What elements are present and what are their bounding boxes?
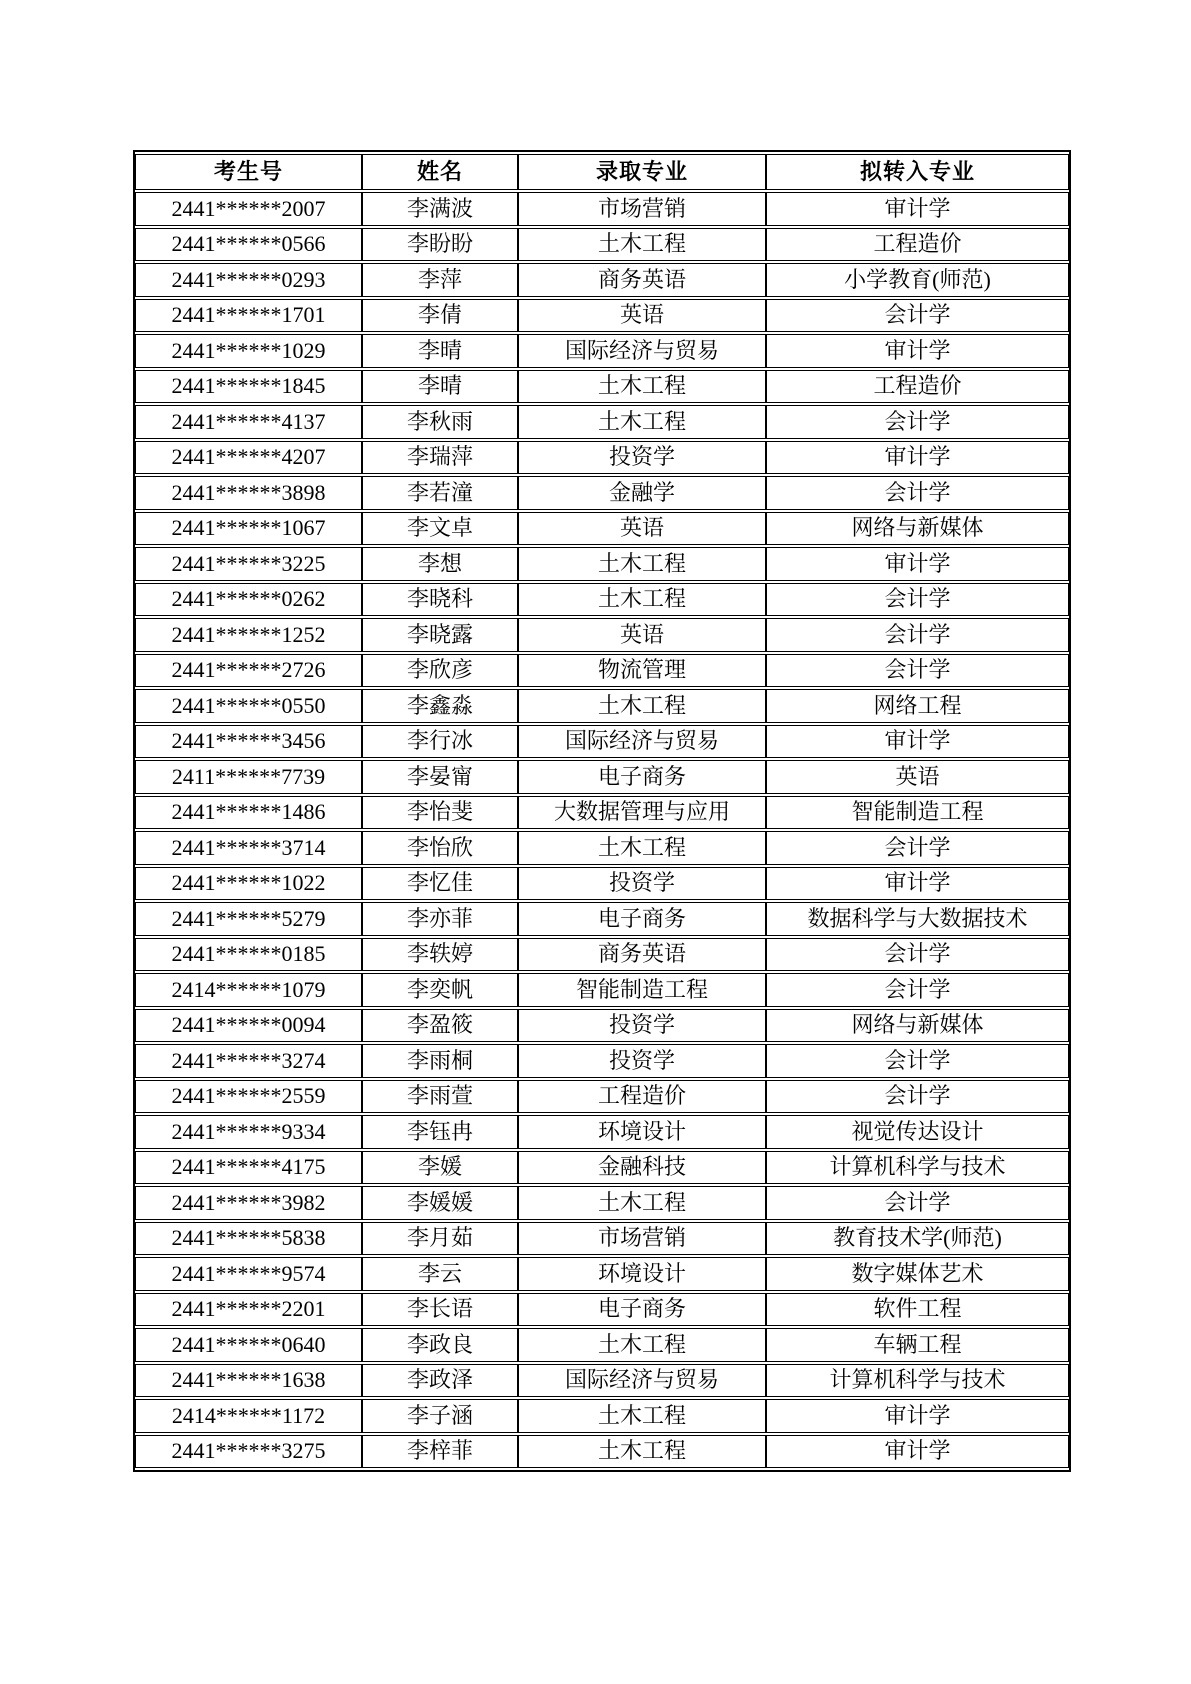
- table-row: [135, 1435, 1069, 1469]
- transfer-major-cell: 审计学: [766, 1399, 1069, 1433]
- name-cell: 李晴: [362, 334, 518, 368]
- name-cell: 李盼盼: [362, 228, 518, 262]
- admitted-major-cell: 物流管理: [518, 654, 766, 688]
- name-cell: 李盈筱: [362, 1009, 518, 1043]
- column-header-admitted-major: 录取专业: [518, 154, 766, 190]
- table-row: [135, 902, 1069, 936]
- table-row: [135, 370, 1069, 404]
- transfer-major-cell: 网络工程: [766, 689, 1069, 723]
- admitted-major-cell: 智能制造工程: [518, 973, 766, 1007]
- admitted-major-cell: 金融学: [518, 476, 766, 510]
- exam-number-cell: 2441******5838: [135, 1222, 362, 1256]
- exam-number-cell: 2441******4175: [135, 1151, 362, 1185]
- table-row: [135, 192, 1069, 226]
- transfer-major-cell: 软件工程: [766, 1293, 1069, 1327]
- name-cell: 李亦菲: [362, 902, 518, 936]
- table-row: [135, 618, 1069, 652]
- exam-number-cell: 2441******3456: [135, 725, 362, 759]
- name-cell: 李晓露: [362, 618, 518, 652]
- transfer-major-cell: 审计学: [766, 725, 1069, 759]
- name-cell: 李媛媛: [362, 1186, 518, 1220]
- exam-number-cell: 2441******1845: [135, 370, 362, 404]
- name-cell: 李欣彦: [362, 654, 518, 688]
- table-row: [135, 299, 1069, 333]
- transfer-major-cell: 会计学: [766, 973, 1069, 1007]
- transfer-major-cell: 会计学: [766, 405, 1069, 439]
- table-row: [135, 1364, 1069, 1398]
- admitted-major-cell: 电子商务: [518, 760, 766, 794]
- table-row: [135, 1293, 1069, 1327]
- admitted-major-cell: 环境设计: [518, 1257, 766, 1291]
- transfer-major-cell: 会计学: [766, 583, 1069, 617]
- exam-number-cell: 2441******1252: [135, 618, 362, 652]
- exam-number-cell: 2441******5279: [135, 902, 362, 936]
- table-row: [135, 583, 1069, 617]
- table-row: [135, 1399, 1069, 1433]
- table-row: [135, 725, 1069, 759]
- admitted-major-cell: 市场营销: [518, 1222, 766, 1256]
- transfer-major-cell: 审计学: [766, 334, 1069, 368]
- name-cell: 李想: [362, 547, 518, 581]
- transfer-major-cell: 会计学: [766, 1186, 1069, 1220]
- exam-number-cell: 2411******7739: [135, 760, 362, 794]
- name-cell: 李行冰: [362, 725, 518, 759]
- exam-number-cell: 2441******4137: [135, 405, 362, 439]
- exam-number-cell: 2441******0550: [135, 689, 362, 723]
- exam-number-cell: 2441******0640: [135, 1328, 362, 1362]
- admitted-major-cell: 投资学: [518, 1009, 766, 1043]
- transfer-major-cell: 审计学: [766, 867, 1069, 901]
- name-cell: 李雨萱: [362, 1080, 518, 1114]
- name-cell: 李奕帆: [362, 973, 518, 1007]
- name-cell: 李倩: [362, 299, 518, 333]
- name-cell: 李文卓: [362, 512, 518, 546]
- admitted-major-cell: 电子商务: [518, 902, 766, 936]
- table-row: [135, 1328, 1069, 1362]
- exam-number-cell: 2441******0094: [135, 1009, 362, 1043]
- name-cell: 李晏甯: [362, 760, 518, 794]
- exam-number-cell: 2441******1022: [135, 867, 362, 901]
- table-row: [135, 831, 1069, 865]
- name-cell: 李长语: [362, 1293, 518, 1327]
- exam-number-cell: 2441******0566: [135, 228, 362, 262]
- table-row: [135, 1186, 1069, 1220]
- name-cell: 李秋雨: [362, 405, 518, 439]
- transfer-major-cell: 会计学: [766, 1044, 1069, 1078]
- transfer-major-cell: 数字媒体艺术: [766, 1257, 1069, 1291]
- column-header-name: 姓名: [362, 154, 518, 190]
- table-row: [135, 1044, 1069, 1078]
- name-cell: 李瑞萍: [362, 441, 518, 475]
- exam-number-cell: 2441******3714: [135, 831, 362, 865]
- admitted-major-cell: 工程造价: [518, 1080, 766, 1114]
- transfer-major-cell: 审计学: [766, 441, 1069, 475]
- table-body: [135, 192, 1069, 1468]
- transfer-major-cell: 车辆工程: [766, 1328, 1069, 1362]
- admitted-major-cell: 土木工程: [518, 370, 766, 404]
- name-cell: 李轶婷: [362, 938, 518, 972]
- name-cell: 李钰冉: [362, 1115, 518, 1149]
- name-cell: 李晴: [362, 370, 518, 404]
- admitted-major-cell: 投资学: [518, 441, 766, 475]
- admitted-major-cell: 土木工程: [518, 689, 766, 723]
- name-cell: 李忆佳: [362, 867, 518, 901]
- table-row: [135, 938, 1069, 972]
- admissions-transfer-table: [133, 150, 1071, 1472]
- transfer-major-cell: 教育技术学(师范): [766, 1222, 1069, 1256]
- table-row: [135, 867, 1069, 901]
- table-row: [135, 1222, 1069, 1256]
- name-cell: 李怡欣: [362, 831, 518, 865]
- transfer-major-cell: 会计学: [766, 299, 1069, 333]
- name-cell: 李萍: [362, 263, 518, 297]
- transfer-major-cell: 数据科学与大数据技术: [766, 902, 1069, 936]
- admitted-major-cell: 大数据管理与应用: [518, 796, 766, 830]
- admitted-major-cell: 英语: [518, 299, 766, 333]
- name-cell: 李云: [362, 1257, 518, 1291]
- table-row: [135, 654, 1069, 688]
- table-row: [135, 512, 1069, 546]
- table-row: [135, 760, 1069, 794]
- exam-number-cell: 2441******1701: [135, 299, 362, 333]
- table-row: [135, 689, 1069, 723]
- name-cell: 李政良: [362, 1328, 518, 1362]
- name-cell: 李月茹: [362, 1222, 518, 1256]
- transfer-major-cell: 会计学: [766, 938, 1069, 972]
- name-cell: 李若潼: [362, 476, 518, 510]
- table-row: [135, 796, 1069, 830]
- transfer-major-cell: 视觉传达设计: [766, 1115, 1069, 1149]
- admitted-major-cell: 市场营销: [518, 192, 766, 226]
- exam-number-cell: 2441******0185: [135, 938, 362, 972]
- exam-number-cell: 2441******3898: [135, 476, 362, 510]
- table-row: [135, 1151, 1069, 1185]
- name-cell: 李媛: [362, 1151, 518, 1185]
- table-row: [135, 1009, 1069, 1043]
- admitted-major-cell: 商务英语: [518, 263, 766, 297]
- name-cell: 李鑫淼: [362, 689, 518, 723]
- admitted-major-cell: 土木工程: [518, 583, 766, 617]
- admitted-major-cell: 英语: [518, 512, 766, 546]
- transfer-major-cell: 智能制造工程: [766, 796, 1069, 830]
- transfer-major-cell: 会计学: [766, 1080, 1069, 1114]
- transfer-major-cell: 工程造价: [766, 228, 1069, 262]
- admitted-major-cell: 土木工程: [518, 405, 766, 439]
- admitted-major-cell: 国际经济与贸易: [518, 334, 766, 368]
- exam-number-cell: 2414******1172: [135, 1399, 362, 1433]
- name-cell: 李晓科: [362, 583, 518, 617]
- column-header-exam-number: 考生号: [135, 154, 362, 190]
- admitted-major-cell: 土木工程: [518, 831, 766, 865]
- admitted-major-cell: 英语: [518, 618, 766, 652]
- admitted-major-cell: 电子商务: [518, 1293, 766, 1327]
- table-row: [135, 547, 1069, 581]
- transfer-major-cell: 网络与新媒体: [766, 1009, 1069, 1043]
- name-cell: 李政泽: [362, 1364, 518, 1398]
- name-cell: 李雨桐: [362, 1044, 518, 1078]
- exam-number-cell: 2441******9574: [135, 1257, 362, 1291]
- admitted-major-cell: 土木工程: [518, 1328, 766, 1362]
- exam-number-cell: 2441******3982: [135, 1186, 362, 1220]
- column-header-transfer-major: 拟转入专业: [766, 154, 1069, 190]
- exam-number-cell: 2441******0293: [135, 263, 362, 297]
- exam-number-cell: 2441******9334: [135, 1115, 362, 1149]
- table-row: [135, 334, 1069, 368]
- name-cell: 李子涵: [362, 1399, 518, 1433]
- table-row: [135, 1115, 1069, 1149]
- exam-number-cell: 2441******0262: [135, 583, 362, 617]
- table-row: [135, 476, 1069, 510]
- exam-number-cell: 2441******2726: [135, 654, 362, 688]
- exam-number-cell: 2441******4207: [135, 441, 362, 475]
- exam-number-cell: 2441******1067: [135, 512, 362, 546]
- admitted-major-cell: 投资学: [518, 867, 766, 901]
- transfer-major-cell: 审计学: [766, 1435, 1069, 1469]
- transfer-major-cell: 小学教育(师范): [766, 263, 1069, 297]
- table-row: [135, 228, 1069, 262]
- exam-number-cell: 2441******1638: [135, 1364, 362, 1398]
- admitted-major-cell: 投资学: [518, 1044, 766, 1078]
- exam-number-cell: 2441******1486: [135, 796, 362, 830]
- transfer-major-cell: 英语: [766, 760, 1069, 794]
- transfer-major-cell: 审计学: [766, 547, 1069, 581]
- exam-number-cell: 2414******1079: [135, 973, 362, 1007]
- admitted-major-cell: 土木工程: [518, 1186, 766, 1220]
- exam-number-cell: 2441******3274: [135, 1044, 362, 1078]
- table-row: [135, 405, 1069, 439]
- header-row: [135, 154, 1069, 190]
- admitted-major-cell: 国际经济与贸易: [518, 1364, 766, 1398]
- exam-number-cell: 2441******2201: [135, 1293, 362, 1327]
- exam-number-cell: 2441******2007: [135, 192, 362, 226]
- admitted-major-cell: 环境设计: [518, 1115, 766, 1149]
- exam-number-cell: 2441******3225: [135, 547, 362, 581]
- table-row: [135, 441, 1069, 475]
- admitted-major-cell: 土木工程: [518, 1435, 766, 1469]
- transfer-major-cell: 会计学: [766, 618, 1069, 652]
- transfer-major-cell: 会计学: [766, 654, 1069, 688]
- name-cell: 李怡斐: [362, 796, 518, 830]
- exam-number-cell: 2441******1029: [135, 334, 362, 368]
- table-row: [135, 1257, 1069, 1291]
- transfer-major-cell: 审计学: [766, 192, 1069, 226]
- name-cell: 李满波: [362, 192, 518, 226]
- transfer-major-cell: 会计学: [766, 831, 1069, 865]
- table-row: [135, 263, 1069, 297]
- transfer-major-cell: 计算机科学与技术: [766, 1151, 1069, 1185]
- admitted-major-cell: 土木工程: [518, 547, 766, 581]
- admitted-major-cell: 国际经济与贸易: [518, 725, 766, 759]
- admitted-major-cell: 金融科技: [518, 1151, 766, 1185]
- table-row: [135, 973, 1069, 1007]
- transfer-major-cell: 计算机科学与技术: [766, 1364, 1069, 1398]
- admitted-major-cell: 土木工程: [518, 228, 766, 262]
- exam-number-cell: 2441******2559: [135, 1080, 362, 1114]
- exam-number-cell: 2441******3275: [135, 1435, 362, 1469]
- table-row: [135, 1080, 1069, 1114]
- admitted-major-cell: 商务英语: [518, 938, 766, 972]
- transfer-major-cell: 网络与新媒体: [766, 512, 1069, 546]
- transfer-major-cell: 工程造价: [766, 370, 1069, 404]
- name-cell: 李梓菲: [362, 1435, 518, 1469]
- admitted-major-cell: 土木工程: [518, 1399, 766, 1433]
- transfer-major-cell: 会计学: [766, 476, 1069, 510]
